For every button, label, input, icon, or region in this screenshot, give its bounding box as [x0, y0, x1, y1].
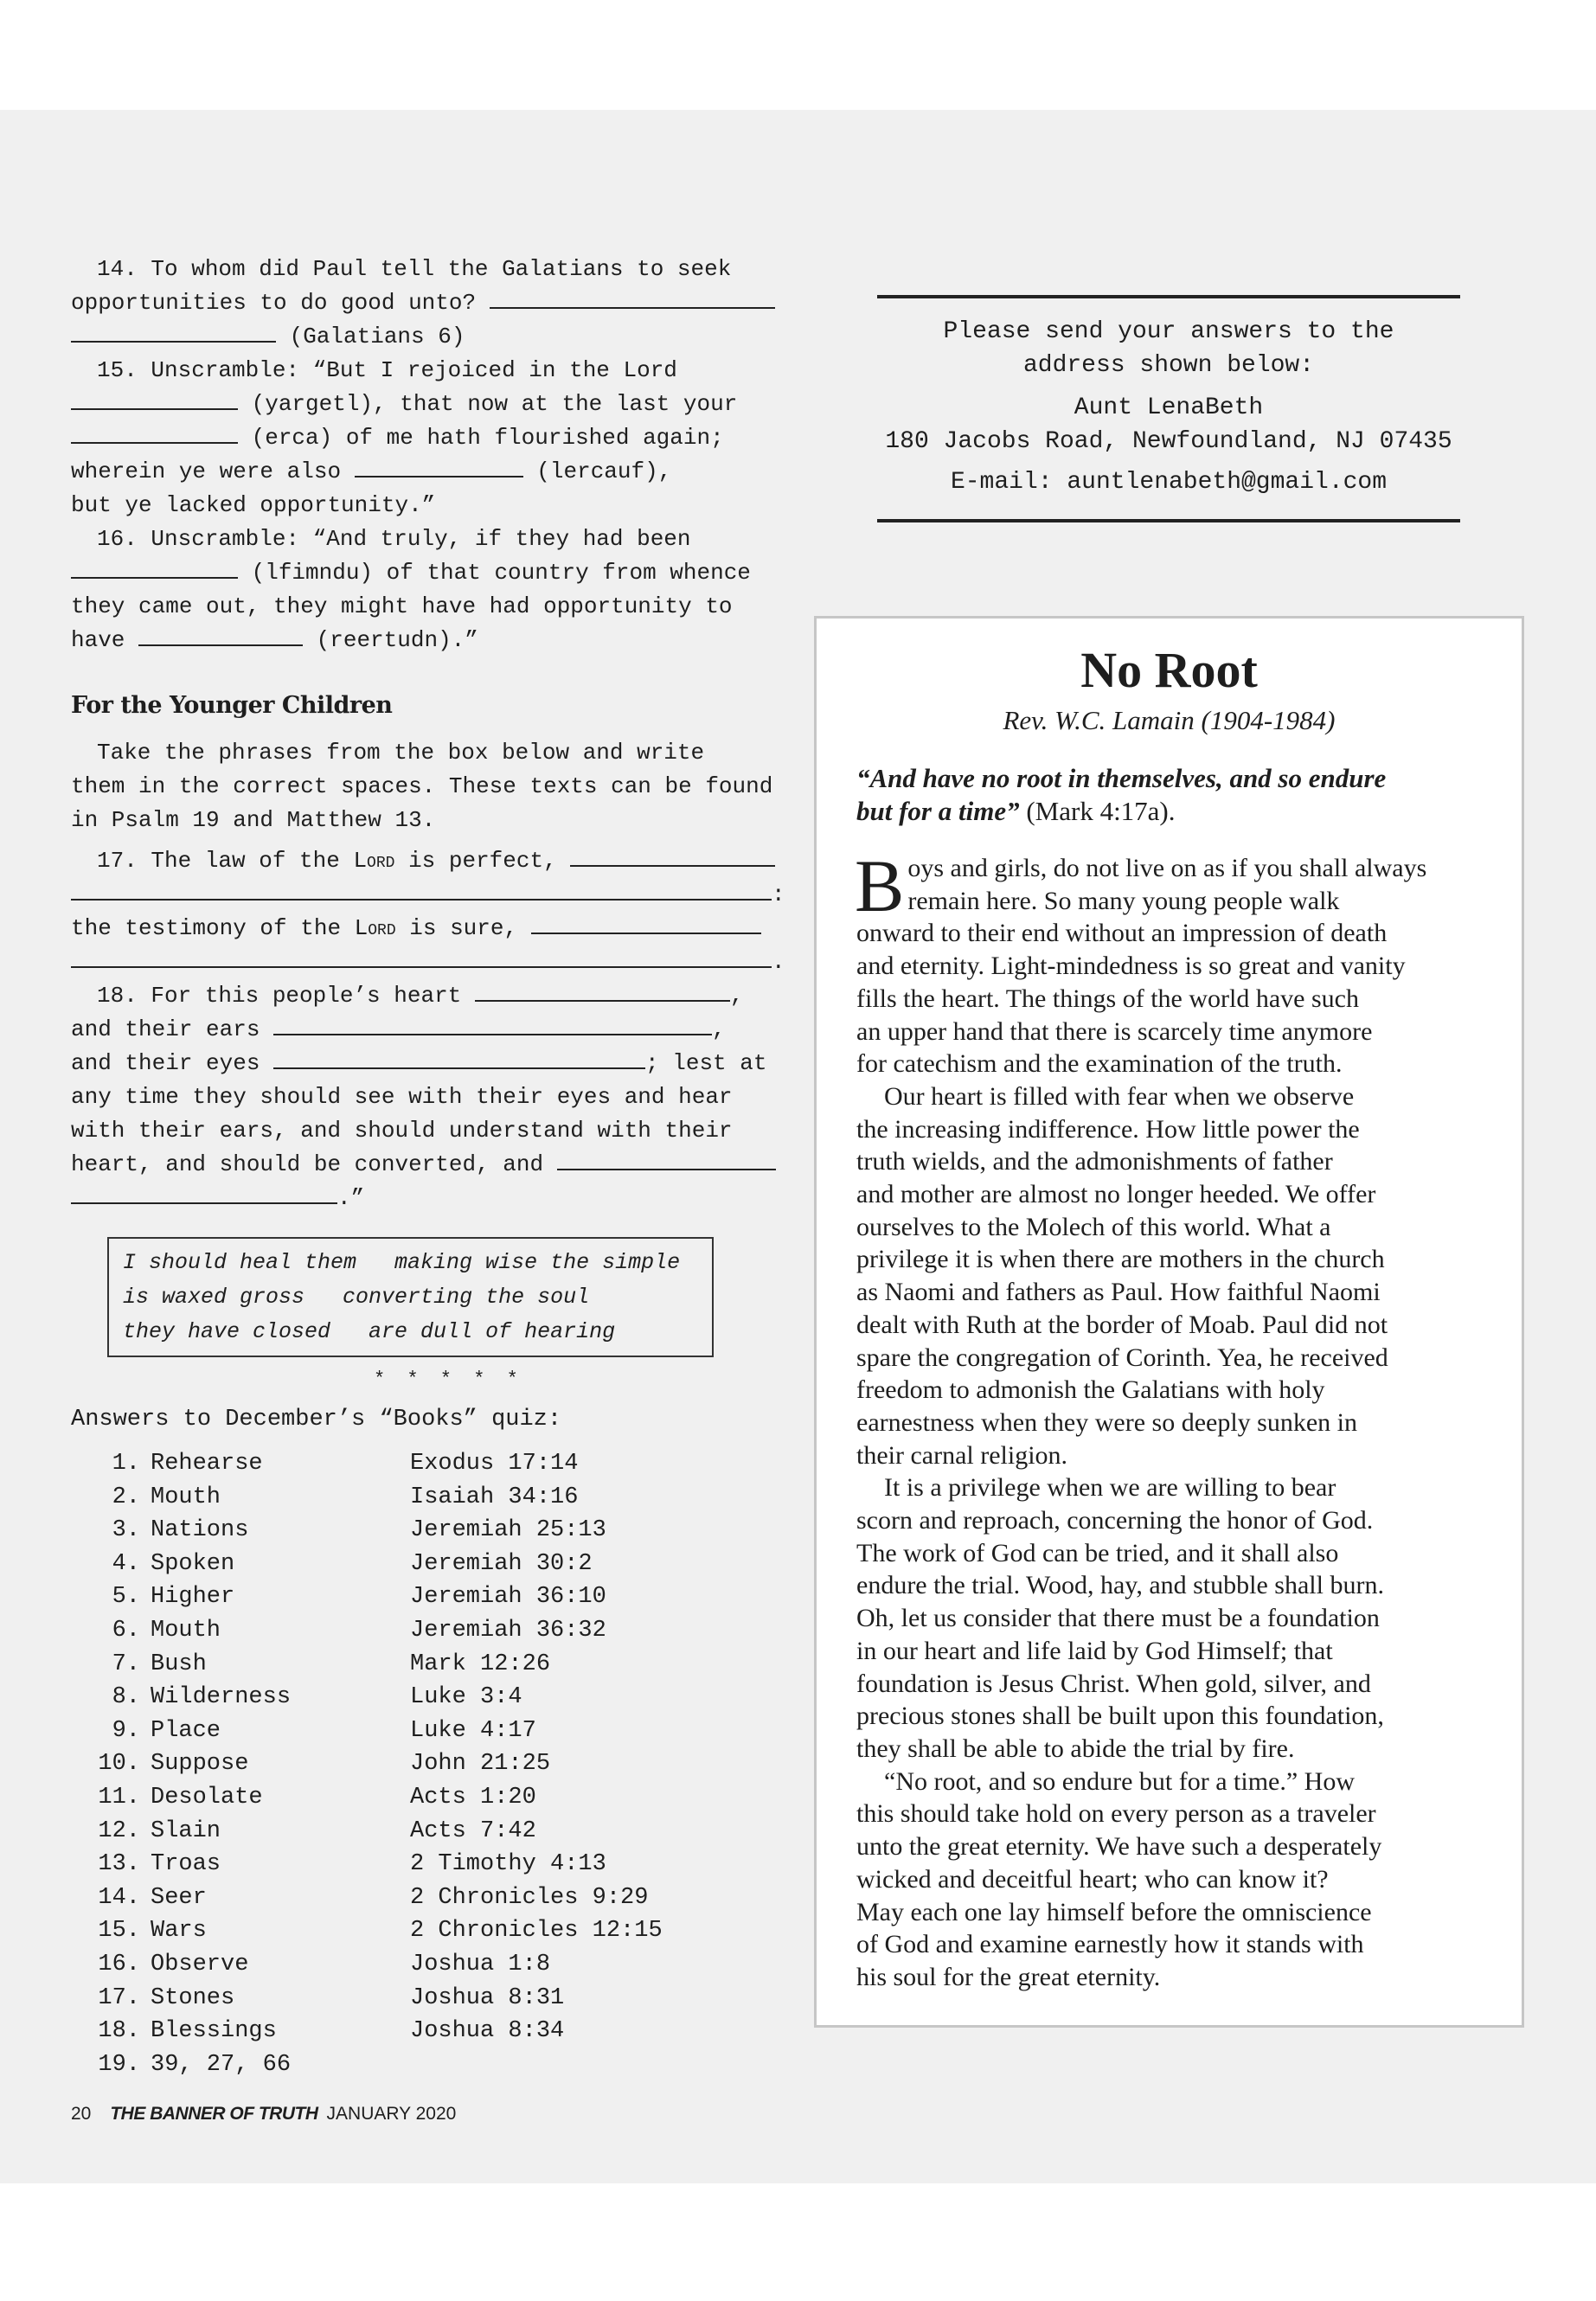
answer-reference: Acts 1:20	[410, 1784, 536, 1811]
answer-reference: Jeremiah 36:10	[410, 1584, 606, 1611]
q18-line	[71, 979, 789, 1013]
answer-word: Suppose	[151, 1751, 249, 1778]
q15-line	[71, 421, 789, 455]
answer-word: Mouth	[151, 1484, 221, 1510]
answer-blank[interactable]	[71, 1183, 337, 1204]
article-author: Rev. W.C. Lamain (1904-1984)	[1003, 705, 1336, 735]
answer-number: 12.	[98, 1817, 140, 1844]
article-title: No Root	[1080, 642, 1258, 698]
article-line-text: May each one lay himself before the omniscience	[856, 1897, 1372, 1926]
answer-word: Higher	[151, 1584, 235, 1611]
q18-line	[71, 1013, 789, 1047]
article-line-text: they shall be able to abide the trial by fire.	[856, 1734, 1295, 1763]
answer-word: Wilderness	[151, 1684, 292, 1711]
article-line-text: remain here. So many young people walk	[907, 886, 1340, 915]
q18-text: and their ears	[71, 1016, 260, 1042]
article-line	[856, 1080, 1406, 1113]
answer-blank[interactable]	[557, 1150, 776, 1170]
article-line	[856, 950, 1406, 983]
lord-smallcaps: Lord	[354, 915, 396, 941]
q18-text: ; lest at	[645, 1050, 767, 1076]
answer-row	[71, 1914, 663, 1948]
answer-number: 11.	[98, 1784, 140, 1811]
answer-blank[interactable]	[355, 457, 523, 478]
answer-reference: 2 Chronicles 12:15	[410, 1918, 663, 1945]
article-line	[856, 1928, 1406, 1961]
quote-text: but for a time”	[856, 796, 1020, 826]
q15-text: (erca) of me hath flourished again;	[251, 425, 724, 451]
answer-number: 8.	[112, 1684, 140, 1711]
q17-text: is perfect,	[394, 848, 557, 874]
article-line	[856, 1863, 1406, 1896]
article-line	[856, 1211, 1406, 1244]
answer-number: 16.	[98, 1951, 140, 1977]
article-line-text: freedom to admonish the Galatians with holy	[856, 1375, 1325, 1405]
answer-row	[71, 2015, 663, 2048]
answer-reference: 2 Chronicles 9:29	[410, 1884, 649, 1911]
answer-word: Desolate	[151, 1784, 263, 1811]
article-box	[814, 616, 1524, 2028]
article-line	[856, 917, 1406, 950]
q16-line: they came out, they might have had opportunity to	[71, 593, 733, 619]
answer-blank[interactable]	[71, 389, 238, 410]
q18-text: 18. For this people’s heart	[97, 983, 462, 1009]
q17-text: 17. The law of the	[97, 848, 354, 874]
answer-number: 3.	[112, 1517, 140, 1544]
article-line-text: precious stones shall be built upon this foundation,	[856, 1702, 1384, 1731]
article-line	[856, 1178, 1406, 1211]
article-line	[856, 1407, 1406, 1439]
instruction-line: address shown below:	[1022, 352, 1315, 379]
article-line	[856, 1635, 1406, 1668]
answer-blank[interactable]	[531, 913, 761, 934]
answer-word: Stones	[151, 1984, 235, 2011]
answer-reference: Joshua 1:8	[410, 1951, 551, 1977]
answer-word: Bush	[151, 1650, 207, 1677]
quote-reference: (Mark 4:17a).	[1019, 796, 1176, 826]
article-line	[856, 1504, 1406, 1537]
answer-reference: Mark 12:26	[410, 1650, 551, 1677]
article-line-text: fills the heart. The things of the world have such	[856, 984, 1359, 1013]
article-line-text: foundation is Jesus Christ. When gold, silver, and	[856, 1669, 1371, 1698]
q18-text: and their eyes	[71, 1050, 260, 1076]
answer-number: 15.	[98, 1918, 140, 1945]
article-line-text: for catechism and the examination of the truth.	[856, 1049, 1343, 1079]
article-line	[856, 1569, 1406, 1602]
q17-text: the testimony of the	[71, 915, 355, 941]
answer-blank[interactable]	[71, 558, 238, 579]
answer-row	[71, 1881, 663, 1915]
phrase: is waxed gross	[123, 1285, 305, 1310]
answer-number: 9.	[112, 1717, 140, 1744]
answer-blank[interactable]	[71, 947, 772, 968]
answer-row	[71, 1514, 663, 1548]
answer-row	[71, 1747, 663, 1781]
page-footer	[71, 2104, 456, 2125]
phrase: I should heal them	[123, 1250, 357, 1275]
q17-text: is sure,	[395, 915, 518, 941]
intro-line: them in the correct spaces. These texts can be found	[71, 773, 773, 799]
article-line-text: his soul for the great eternity.	[856, 1962, 1161, 1991]
q15-line: 15. Unscramble: “But I rejoiced in the Lord	[97, 357, 677, 383]
answer-word: Slain	[151, 1817, 221, 1844]
article-line-text: the increasing indifference. How little power the	[856, 1114, 1360, 1144]
answer-number: 2.	[112, 1484, 140, 1510]
email-address[interactable]: E-mail: auntlenabeth@gmail.com	[950, 469, 1388, 496]
article-line-text: unto the great eternity. We have such a desperately	[856, 1832, 1382, 1862]
answer-row	[71, 1580, 663, 1614]
answer-row	[71, 1614, 663, 1648]
q16-line	[71, 556, 789, 590]
phrase-box	[107, 1237, 714, 1357]
answer-number: 4.	[112, 1550, 140, 1577]
q15-line: but ye lacked opportunity.”	[71, 492, 436, 518]
answer-number: 17.	[98, 1984, 140, 2011]
q15-text: (lercauf),	[536, 458, 672, 484]
instruction-line: Please send your answers to the	[943, 318, 1394, 345]
q18-text: ,	[712, 1016, 726, 1042]
answer-row	[71, 1681, 663, 1715]
answer-reference: Exodus 17:14	[410, 1451, 579, 1477]
phrase: they have closed	[123, 1319, 331, 1344]
article-line	[856, 1145, 1406, 1178]
article-line-text: their carnal religion.	[856, 1440, 1068, 1470]
answer-word: 39, 27, 66	[151, 2051, 292, 2078]
answers-list	[71, 1447, 663, 2081]
article-line-text: privilege it is when there are mothers in the church	[856, 1245, 1385, 1274]
article-line-text: truth wields, and the admonishments of father	[856, 1147, 1333, 1176]
q14-line	[71, 320, 789, 354]
article-line-text: earnestness when they were so deeply sunken in	[856, 1407, 1357, 1437]
q18-line: with their ears, and should understand with their	[71, 1118, 733, 1144]
q18-text: .”	[337, 1185, 365, 1211]
article-line-text: Oh, let us consider that there must be a foundation	[856, 1604, 1380, 1633]
q18-text: heart, and should be converted, and	[71, 1151, 544, 1177]
answer-number: 6.	[112, 1617, 140, 1644]
article-line	[856, 1830, 1406, 1863]
q18-line: any time they should see with their eyes and hear	[71, 1084, 733, 1110]
article-line	[856, 1471, 1406, 1504]
answer-number: 1.	[112, 1451, 140, 1477]
article-line	[856, 1309, 1406, 1342]
q16-text: (reertudn).”	[316, 627, 478, 653]
answer-row	[71, 1848, 663, 1881]
article-line	[856, 1374, 1406, 1407]
q17-line	[71, 945, 789, 979]
answer-word: Troas	[151, 1851, 221, 1878]
q15-text: (yargetl), that now at the last your	[251, 391, 738, 417]
article-line-text: onward to their end without an impression of death	[856, 919, 1388, 948]
answer-blank[interactable]	[71, 322, 276, 343]
answer-number: 5.	[112, 1584, 140, 1611]
answer-reference: Luke 3:4	[410, 1684, 522, 1711]
q15-line	[71, 388, 789, 421]
answer-blank[interactable]	[71, 423, 238, 444]
answer-blank[interactable]	[273, 1048, 645, 1069]
answer-word: Blessings	[151, 2018, 277, 2045]
mailing-address	[865, 391, 1472, 499]
answer-reference: Joshua 8:34	[410, 2018, 565, 2045]
q14-text: opportunities to do good unto?	[71, 290, 477, 316]
divider-rule	[877, 295, 1460, 298]
answer-row	[71, 1715, 663, 1748]
answer-word: Nations	[151, 1517, 249, 1544]
page-number: 20	[71, 2104, 92, 2124]
section-separator: * * * * *	[374, 1368, 523, 1390]
article-line	[856, 1276, 1406, 1309]
article-line	[856, 1016, 1406, 1048]
divider-rule	[877, 519, 1460, 522]
answer-blank[interactable]	[475, 981, 730, 1002]
answer-row	[71, 1548, 663, 1581]
answer-word: Mouth	[151, 1617, 221, 1644]
article-line-text: and eternity. Light-mindedness is so great and vanity	[856, 952, 1406, 981]
answer-number: 14.	[98, 1884, 140, 1911]
article-line-text: Our heart is filled with fear when we observe	[884, 1081, 1355, 1111]
answer-number: 13.	[98, 1851, 140, 1878]
scripture-quote	[856, 762, 1386, 828]
answer-number: 10.	[98, 1751, 140, 1778]
q16-line: 16. Unscramble: “And truly, if they had been	[97, 526, 691, 552]
answer-reference: Jeremiah 36:32	[410, 1617, 606, 1644]
answer-row	[71, 1948, 663, 1982]
q18-line	[71, 1047, 789, 1080]
article-line-text: The work of God can be tried, and it shall also	[856, 1538, 1339, 1567]
article-line-text: dealt with Ruth at the border of Moab. Paul did not	[856, 1310, 1388, 1339]
answer-word: Spoken	[151, 1550, 235, 1577]
article-line-text: wicked and deceitful heart; who can know it?	[856, 1864, 1329, 1894]
answer-reference: Acts 7:42	[410, 1817, 536, 1844]
phrase: making wise the simple	[394, 1250, 681, 1275]
answer-blank[interactable]	[273, 1015, 712, 1035]
lord-smallcaps: Lord	[353, 848, 395, 874]
q18-text: ,	[729, 983, 744, 1009]
answer-row	[71, 1481, 663, 1515]
phrase: are dull of hearing	[369, 1319, 616, 1344]
phrase-row	[123, 1246, 712, 1280]
article-line	[856, 1961, 1406, 1994]
answer-word: Observe	[151, 1951, 249, 1977]
article-line-text: as Naomi and fathers as Paul. How faithful Naomi	[856, 1278, 1381, 1307]
q17-text: .	[772, 949, 785, 975]
q14-line	[71, 286, 789, 320]
younger-children-heading: For the Younger Children	[71, 692, 393, 719]
phrase-row	[123, 1315, 712, 1349]
answer-number: 19.	[98, 2051, 140, 2078]
answer-word: Seer	[151, 1884, 207, 1911]
answer-row	[71, 1648, 663, 1682]
quiz-questions-17-18	[71, 736, 789, 1215]
article-line-text: ourselves to the Molech of this world. What a	[856, 1212, 1331, 1241]
intro-line: in Psalm 19 and Matthew 13.	[71, 807, 436, 833]
q16-text: (lfimndu) of that country from whence	[251, 560, 751, 586]
answer-reference: Jeremiah 25:13	[410, 1517, 606, 1544]
article-line	[856, 1896, 1406, 1929]
article-line	[856, 1766, 1406, 1798]
phrase-row	[123, 1280, 712, 1315]
answer-reference: Joshua 8:31	[410, 1984, 565, 2011]
q14-line: 14. To whom did Paul tell the Galatians to seek	[97, 256, 732, 282]
answer-number: 7.	[112, 1650, 140, 1677]
q15-text: wherein ye were also	[71, 458, 342, 484]
article-line	[856, 1733, 1406, 1766]
article-line	[856, 1602, 1406, 1635]
article-line-text: oys and girls, do not live on as if you shall always	[907, 854, 1427, 882]
article-line	[856, 1113, 1406, 1146]
answer-row	[71, 1815, 663, 1849]
answer-row	[71, 1447, 663, 1481]
answer-reference: Jeremiah 30:2	[410, 1550, 593, 1577]
q18-line	[71, 1182, 789, 1215]
answer-word: Place	[151, 1717, 221, 1744]
answer-blank[interactable]	[71, 880, 772, 901]
article-line-text: spare the congregation of Corinth. Yea, he received	[856, 1343, 1388, 1372]
answer-row	[71, 2048, 663, 2082]
answer-reference: Isaiah 34:16	[410, 1484, 579, 1510]
article-line	[856, 1700, 1406, 1733]
answer-blank[interactable]	[138, 625, 303, 646]
answer-word: Rehearse	[151, 1451, 263, 1477]
publication-name: THE BANNER OF TRUTH	[110, 2104, 318, 2124]
quote-text: “And have no root in themselves, and so endure	[856, 763, 1387, 793]
q16-text: have	[71, 627, 125, 653]
recipient-name: Aunt LenaBeth	[1074, 394, 1264, 421]
q15-line	[71, 455, 789, 489]
q16-line	[71, 624, 789, 657]
article-line	[856, 983, 1406, 1016]
q17-line	[71, 878, 789, 912]
article-line-text: scorn and reproach, concerning the honor of God.	[856, 1506, 1374, 1535]
drop-cap: B	[855, 844, 905, 927]
article-line-text: and mother are almost no longer heeded. We offer	[856, 1180, 1376, 1209]
article-line-text: endure the trial. Wood, hay, and stubble shall burn.	[856, 1571, 1384, 1600]
address-instructions	[865, 315, 1472, 382]
answer-row	[71, 1781, 663, 1815]
article-line	[856, 1537, 1406, 1570]
q17-line	[71, 844, 789, 878]
article-line	[856, 1668, 1406, 1701]
answer-reference: 2 Timothy 4:13	[410, 1851, 606, 1878]
answer-reference: John 21:25	[410, 1751, 551, 1778]
article-line-text: “No root, and so endure but for a time.” How	[884, 1766, 1356, 1796]
article-line	[856, 885, 1406, 918]
article-line-text: an upper hand that there is scarcely time anymore	[856, 1016, 1373, 1046]
article-line-text: in our heart and life laid by God Himself; that	[856, 1636, 1333, 1665]
article-line	[856, 1439, 1406, 1472]
answer-word: Wars	[151, 1918, 207, 1945]
issue-date: JANUARY 2020	[326, 2104, 457, 2124]
article-body	[855, 844, 1427, 1994]
phrase: converting the soul	[343, 1285, 590, 1310]
article-line-text: this should take hold on every person as a traveler	[856, 1799, 1376, 1829]
article-line-text: It is a privilege when we are willing to bear	[884, 1473, 1336, 1503]
article-line	[856, 1798, 1406, 1830]
answer-row	[71, 1982, 663, 2016]
answer-number: 18.	[98, 2018, 140, 2045]
article-line	[856, 1342, 1406, 1375]
intro-line: Take the phrases from the box below and write	[97, 740, 705, 766]
article-line-text: of God and examine earnestly how it stands with	[856, 1930, 1364, 1959]
answer-blank[interactable]	[490, 288, 775, 309]
quiz-questions-14-16	[71, 253, 789, 657]
answer-reference: Luke 4:17	[410, 1717, 536, 1744]
article-line	[856, 1048, 1406, 1080]
article-line	[856, 852, 1427, 885]
answer-blank[interactable]	[570, 846, 775, 867]
street-address: 180 Jacobs Road, Newfoundland, NJ 07435	[885, 428, 1452, 455]
article-line	[856, 1243, 1406, 1276]
q17-text: :	[772, 881, 785, 907]
answers-heading: Answers to December’s “Books” quiz:	[71, 1407, 562, 1433]
q18-line	[71, 1148, 789, 1182]
q14-ref: (Galatians 6)	[289, 324, 465, 349]
q17-line	[71, 912, 789, 945]
